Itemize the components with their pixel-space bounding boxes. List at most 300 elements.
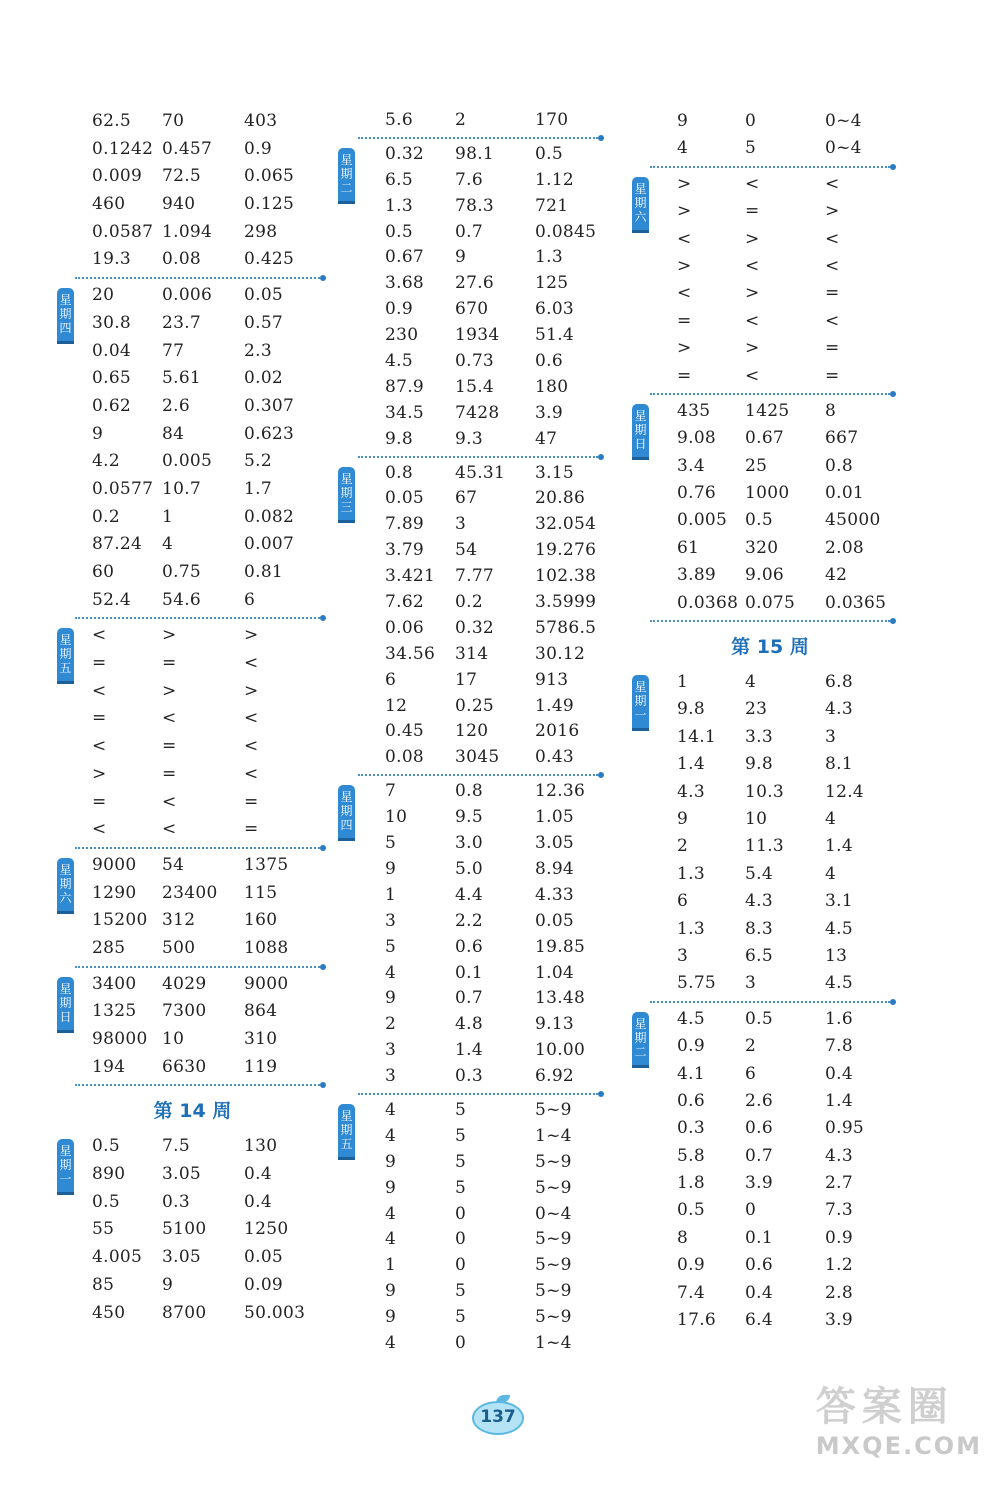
answer-cell: 5 [455,1177,467,1198]
answer-cell: 0.5 [535,143,563,164]
answer-cell: 0.0587 [92,221,154,242]
answer-cell: 460 [92,194,126,215]
answer-cell: 102.38 [535,566,597,587]
answer-row [65,650,320,678]
answer-row [650,398,890,425]
answer-cell: 230 [385,325,419,346]
answer-cell: 3 [455,514,467,535]
answer-cell: 0.8 [385,462,413,483]
answer-cell: 1.6 [825,1008,853,1029]
answer-cell: < [745,310,760,331]
answer-row [650,669,890,696]
answer-cell: 5~9 [535,1099,572,1120]
answer-cell: 9.3 [455,428,483,449]
answer-row [65,998,320,1026]
answer-cell: 1375 [244,854,289,875]
answer-cell: > [677,201,692,222]
answer-cell: 10 [745,808,768,829]
answer-cell: 0.67 [745,428,785,449]
dotted-separator [75,277,320,279]
answer-cell: > [92,763,107,784]
answer-row [650,280,890,307]
answer-cell: 1425 [745,400,790,421]
answer-cell: 0.9 [244,138,272,159]
answer-cell: 130 [244,1136,278,1157]
answer-cell: 0.006 [162,285,213,306]
answer-cell: 5~9 [535,1307,572,1328]
answer-row [65,1300,320,1328]
answer-cell: 6 [677,891,689,912]
answer-cell: < [92,819,107,840]
answer-cell: 0.307 [244,395,295,416]
answer-cell: 5786.5 [535,617,597,638]
answer-cell: 4.5 [385,351,413,372]
answer-row [650,1115,890,1142]
answer-row [650,425,890,452]
answer-cell: 0.9 [825,1227,853,1248]
answer-cell: 6.4 [745,1310,773,1331]
answer-cell: 1 [385,1255,397,1276]
answer-row [650,1225,890,1252]
dotted-separator [75,847,320,849]
answer-row [65,191,320,219]
answer-row [65,816,320,844]
answer-row [358,745,598,771]
answer-cell: 7.4 [677,1282,705,1303]
answer-cell: 4.3 [677,781,705,802]
answer-cell: 0.007 [244,534,295,555]
answer-cell: 2.6 [162,395,190,416]
answer-cell: = [745,201,760,222]
answer-cell: 12 [385,695,408,716]
answer-cell: 0.457 [162,138,213,159]
answer-row [65,852,320,880]
answer-row [650,1006,890,1033]
answer-cell: 0.623 [244,423,295,444]
answer-cell: = [92,653,107,674]
answer-row [650,1088,890,1115]
answer-cell: 9 [677,111,689,131]
answer-cell: 61 [677,537,700,558]
answer-row [358,168,598,194]
answer-row [65,1054,320,1082]
answer-cell: 0.1242 [92,138,154,159]
answer-row [358,668,598,694]
answer-cell: 0.0368 [677,592,739,613]
weekday-badge: 星期日 [632,404,649,457]
answer-cell: < [677,228,692,249]
answer-cell: 13.48 [535,988,586,1009]
answer-row [650,1252,890,1279]
answer-cell: 1.3 [385,195,413,216]
answer-row [358,194,598,220]
answer-row [65,282,320,310]
answer-cell: 0.082 [244,506,295,527]
answer-cell: 1.8 [677,1173,705,1194]
answer-cell: 500 [162,937,196,958]
answer-cell: 47 [535,428,558,449]
answer-cell: = [162,763,177,784]
answer-row [65,310,320,338]
answer-cell: 0.05 [244,1247,284,1268]
answer-cell: 52.4 [92,589,132,610]
answer-cell: 0.009 [92,166,143,187]
answer-cell: 7.8 [825,1036,853,1057]
answer-row [65,907,320,935]
answer-cell: = [677,310,692,331]
answer-cell: 15.4 [455,376,495,397]
answer-cell: 0.4 [745,1282,773,1303]
day-block [634,171,890,390]
answer-row [650,590,890,617]
answer-cell: 0.7 [455,988,483,1009]
answer-cell: 0.65 [92,368,132,389]
answer-cell: 1.4 [455,1040,483,1061]
answer-cell: < [162,791,177,812]
day-block [634,669,890,998]
answer-row [650,562,890,589]
answer-row [650,916,890,943]
answer-cell: 6 [244,589,256,610]
answer-cell: 0.6 [677,1090,705,1111]
answer-cell: 5.0 [455,858,483,879]
answer-cell: 34.5 [385,402,425,423]
answer-row [650,888,890,915]
answer-cell: < [244,653,259,674]
answer-cell: 23 [745,699,768,720]
weekday-badge: 星期六 [57,858,74,911]
answer-cell: 0~4 [825,138,862,159]
answer-cell: 25 [745,455,768,476]
answer-row [650,335,890,362]
answer-cell: 2.3 [244,340,272,361]
answer-row [650,943,890,970]
answer-cell: 84 [162,423,185,444]
weekday-badge: 星期二 [338,148,355,201]
answer-cell: = [825,365,840,386]
answer-cell: 5~9 [535,1229,572,1250]
day-block [358,108,598,134]
answer-row [65,1272,320,1300]
weekday-badge: 星期三 [338,467,355,520]
answer-cell: 8.94 [535,858,575,879]
answer-cell: 170 [535,110,569,130]
answer-cell: 450 [92,1302,126,1323]
answer-cell: 2.2 [455,910,483,931]
answer-row [358,427,598,453]
answer-row [65,365,320,393]
answer-cell: 180 [535,376,569,397]
answer-cell: 0.73 [455,351,495,372]
weekday-badge: 星期四 [57,288,74,341]
answer-cell: 3 [385,1040,397,1061]
answer-cell: < [244,708,259,729]
answer-cell: 10.7 [162,478,202,499]
answer-cell: 9.8 [677,699,705,720]
answer-cell: 0.25 [455,695,495,716]
answer-cell: 1.4 [677,754,705,775]
answer-cell: 9.13 [535,1014,575,1035]
answer-cell: 54.6 [162,589,202,610]
answer-cell: 0.425 [244,249,295,270]
watermark-main: 答案圈 [815,1384,954,1430]
answer-cell: 0.32 [385,143,425,164]
answer-cell: 85 [92,1274,115,1295]
answer-cell: 87.9 [385,376,425,397]
answer-row [358,1176,598,1202]
answer-cell: = [92,708,107,729]
answer-cell: 0.2 [455,592,483,613]
answer-cell: 4.4 [455,884,483,905]
answer-cell: 10 [162,1029,185,1049]
answer-row [650,1280,890,1307]
answer-cell: 0.1 [745,1227,773,1248]
answer-row [358,375,598,401]
answer-cell: 3.5999 [535,592,597,613]
answer-row [65,531,320,559]
answer-cell: 120 [455,721,489,742]
answer-row [65,678,320,706]
page-number-label: 137 [480,1407,516,1427]
dotted-separator [75,617,320,619]
answer-cell: 98.1 [455,143,495,164]
answer-row [650,970,890,997]
day-block [59,971,320,1082]
answer-cell: 3.15 [535,462,575,483]
answer-cell: 0.09 [244,1274,284,1295]
answer-cell: > [244,625,259,646]
answer-cell: 3.9 [745,1173,773,1194]
answer-cell: = [825,338,840,359]
answer-cell: 3.89 [677,565,717,586]
answer-row [650,253,890,280]
answer-cell: 940 [162,194,196,215]
answer-cell: 4.5 [825,918,853,939]
answer-cell: 87.24 [92,534,143,555]
answer-cell: 5.4 [745,863,773,884]
answer-cell: 5~9 [535,1255,572,1276]
answer-cell: 4.005 [92,1247,143,1268]
answer-row [65,559,320,587]
answer-cell: 0.5 [745,510,773,531]
answer-cell: 6.8 [825,672,853,693]
answer-row [650,480,890,507]
answer-cell: 0.5 [92,1191,120,1212]
answer-cell: 4.5 [677,1008,705,1029]
answer-row [650,1143,890,1170]
answer-cell: 34.56 [385,643,436,664]
answer-cell: < [92,736,107,757]
answer-row [65,935,320,963]
answer-cell: 7300 [162,1001,207,1022]
day-block [59,282,320,614]
answer-cell: 62.5 [92,111,132,131]
answer-cell: 8.3 [745,918,773,939]
answer-cell: 23400 [162,882,218,903]
answer-cell: 9 [385,1177,397,1198]
answer-row [358,590,598,616]
day-block [340,142,598,453]
answer-cell: 5.6 [385,110,413,130]
answer-row [358,1150,598,1176]
answer-row [650,108,890,135]
answer-cell: > [244,680,259,701]
answer-cell: 67 [455,488,478,509]
answer-cell: 670 [455,299,489,320]
answer-cell: 5~9 [535,1151,572,1172]
answer-column-right [634,108,890,1334]
answer-cell: 3 [385,910,397,931]
answer-cell: 0.57 [244,312,284,333]
answer-cell: 0.05 [244,285,284,306]
answer-cell: 12.36 [535,781,586,802]
answer-cell: 19.276 [535,540,597,561]
answer-cell: 4.1 [677,1063,705,1084]
answer-cell: 2.8 [825,1282,853,1303]
answer-cell: 0.1 [455,962,483,983]
answer-row [65,880,320,908]
answer-row [358,486,598,512]
answer-row [358,1331,598,1357]
answer-row [650,1307,890,1334]
answer-cell: > [677,255,692,276]
answer-cell: 4 [385,1203,397,1224]
answer-cell: 6630 [162,1056,207,1077]
answer-cell: 5 [745,138,757,159]
answer-cell: 0.6 [455,936,483,957]
answer-row [358,1279,598,1305]
answer-cell: 3.9 [825,1310,853,1331]
answer-row [358,538,598,564]
answer-cell: 1000 [745,483,790,504]
answer-row [650,861,890,888]
answer-row [65,421,320,449]
answer-cell: 5~9 [535,1281,572,1302]
answer-cell: 1 [162,506,174,527]
answer-cell: 0.05 [535,910,575,931]
answer-cell: 7.3 [825,1200,853,1221]
dotted-separator [358,456,598,458]
answer-cell: 2 [455,110,467,130]
answer-row [358,616,598,642]
answer-cell: 3 [745,973,757,994]
answer-cell: 1 [385,884,397,905]
answer-cell: < [677,283,692,304]
answer-cell: 4.3 [745,891,773,912]
answer-cell: 3.3 [745,726,773,747]
answer-row [358,401,598,427]
dotted-separator [650,620,890,622]
answer-cell: 1088 [244,937,289,958]
answer-cell: 50.003 [244,1302,306,1323]
answer-row [650,1061,890,1088]
answer-cell: 2 [745,1036,757,1057]
weekday-badge: 星期日 [57,977,74,1030]
answer-cell: 9 [162,1274,174,1295]
answer-cell: 0.43 [535,747,575,768]
day-block [65,108,320,274]
answer-cell: 3 [385,1066,397,1087]
answer-cell: 0~4 [825,111,862,131]
answer-cell: = [244,819,259,840]
answer-cell: 7.77 [455,566,495,587]
answer-cell: 17.6 [677,1310,717,1331]
answer-row [358,512,598,538]
answer-cell: 298 [244,221,278,242]
answer-cell: = [825,283,840,304]
answer-cell: 9.8 [385,428,413,449]
answer-cell: > [677,173,692,194]
answer-cell: 3.9 [535,402,563,423]
answer-cell: 20 [92,285,115,306]
answer-cell: 7428 [455,402,500,423]
answer-row [65,448,320,476]
answer-cell: > [677,338,692,359]
answer-row [650,453,890,480]
answer-cell: = [677,365,692,386]
answer-row [358,564,598,590]
answer-cell: 320 [745,537,779,558]
answer-row [65,163,320,191]
answer-row [358,883,598,909]
answer-row [650,751,890,778]
answer-row [65,108,320,136]
answer-cell: 27.6 [455,273,495,294]
answer-row [65,705,320,733]
answer-row [650,535,890,562]
answer-row [358,323,598,349]
answer-cell: 4.2 [92,451,120,472]
answer-cell: 3.05 [162,1247,202,1268]
answer-cell: 5 [455,1125,467,1146]
answer-cell: 1934 [455,325,500,346]
answer-row [650,363,890,390]
answer-row [358,1253,598,1279]
answer-cell: 2 [385,1014,397,1035]
answer-cell: 8700 [162,1302,207,1323]
weekday-badge: 星期五 [57,628,74,681]
answer-cell: 3400 [92,973,137,994]
answer-cell: > [745,283,760,304]
answer-row [358,986,598,1012]
answer-cell: 4 [677,138,689,159]
answer-cell: 5 [455,1099,467,1120]
answer-row [358,108,598,134]
day-block [340,1098,598,1357]
answer-cell: 23.7 [162,312,202,333]
answer-row [650,171,890,198]
answer-row [65,338,320,366]
answer-cell: 8.1 [825,754,853,775]
answer-cell: 194 [92,1056,126,1077]
day-block [650,108,890,163]
answer-cell: 0.45 [385,721,425,742]
answer-cell: 1 [677,672,689,693]
answer-cell: 0.065 [244,166,295,187]
answer-row [650,226,890,253]
answer-cell: 6.03 [535,299,575,320]
answer-cell: 312 [162,910,196,931]
week-heading: 第 15 周 [731,636,809,659]
answer-cell: 10 [385,807,408,828]
answer-row [650,135,890,162]
answer-cell: < [825,228,840,249]
answer-row [650,833,890,860]
answer-row [650,1170,890,1197]
answer-cell: > [162,680,177,701]
day-block [340,779,598,1090]
answer-cell: 19.3 [92,249,132,270]
